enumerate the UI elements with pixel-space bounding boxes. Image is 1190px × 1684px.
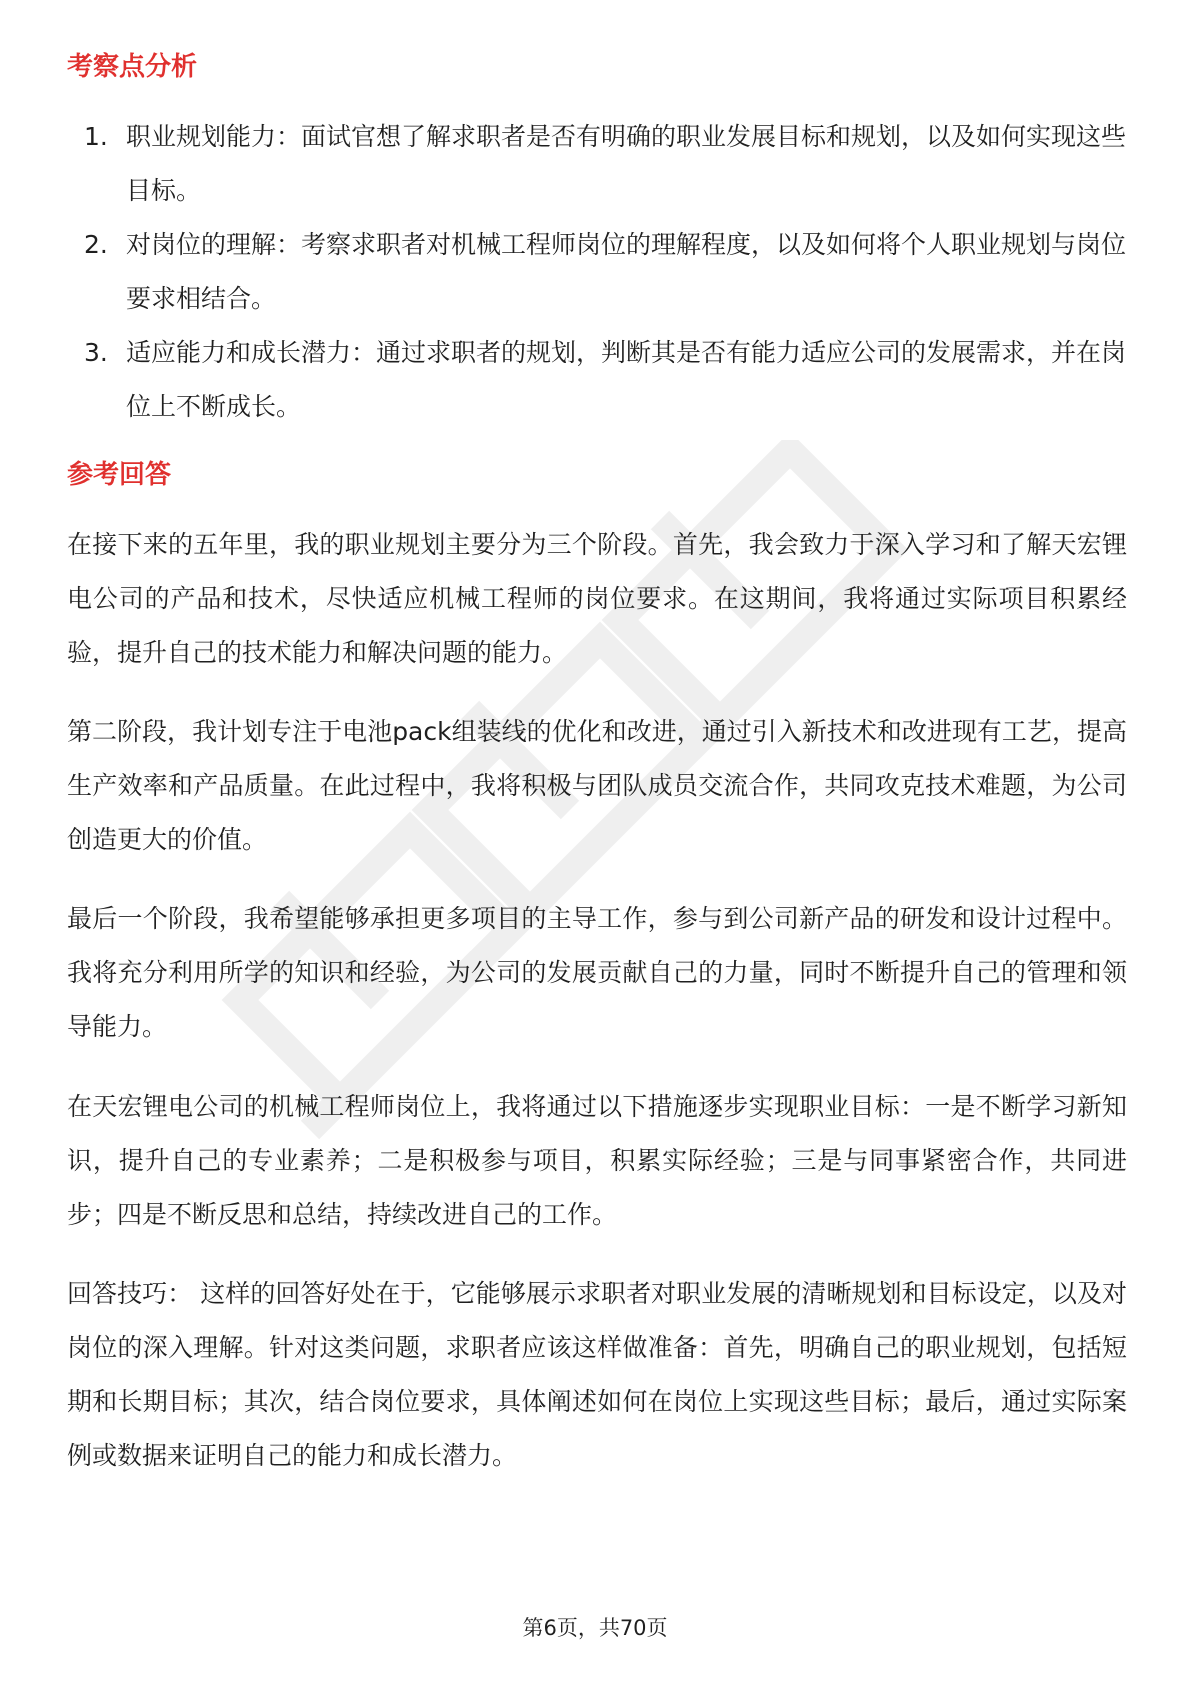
answer-paragraph-1: 在接下来的五年里，我的职业规划主要分为三个阶段。首先，我会致力于深入学习和了解天宏锂电公司的产品和技术，尽快适应机械工程师的岗位要求。在这期间，我将通过实际项目积累经验，提升自己的技术能力和解决问题的能力。	[67, 530, 1127, 667]
section-title-answer: 参考回答	[67, 460, 172, 490]
answer-paragraph-2: 第二阶段，我计划专注于电池pack组装线的优化和改进，通过引入新技术和改进现有工艺，提高生产效率和产品质量。在此过程中，我将积极与团队成员交流合作，共同攻克技术难题，为公司创造更大的价值。	[67, 717, 1127, 854]
list-item-text: 对岗位的理解：考察求职者对机械工程师岗位的理解程度，以及如何将个人职业规划与岗位要求相结合。	[126, 230, 1127, 313]
section-title-analysis: 考察点分析	[67, 52, 198, 82]
list-item-text: 职业规划能力：面试官想了解求职者是否有明确的职业发展目标和规划，以及如何实现这些目标。	[126, 122, 1127, 205]
answer-paragraph-4: 在天宏锂电公司的机械工程师岗位上，我将通过以下措施逐步实现职业目标：一是不断学习新知识，提升自己的专业素养；二是积极参与项目，积累实际经验；三是与同事紧密合作，共同进步；四是不断反思和总结，持续改进自己的工作。	[67, 1092, 1127, 1229]
page-number-footer: 第6页，共70页	[522, 1616, 668, 1640]
list-number: 2.	[84, 230, 108, 259]
analysis-list	[72, 110, 1132, 434]
answer-paragraph-3: 最后一个阶段，我希望能够承担更多项目的主导工作，参与到公司新产品的研发和设计过程中。我将充分利用所学的知识和经验，为公司的发展贡献自己的力量，同时不断提升自己的管理和领导能力。	[67, 904, 1127, 1041]
list-item	[72, 110, 1132, 218]
answer-tips-paragraph: 回答技巧： 这样的回答好处在于，它能够展示求职者对职业发展的清晰规划和目标设定，以及对岗位的深入理解。针对这类问题，求职者应该这样做准备：首先，明确自己的职业规划，包括短期和长期目标；其次，结合岗位要求，具体阐述如何在岗位上实现这些目标；最后，通过实际案例或数据来证明自己的能力和成长潜力。	[67, 1279, 1127, 1470]
list-number: 1.	[84, 122, 108, 151]
list-item	[72, 218, 1132, 326]
list-item	[72, 326, 1132, 434]
list-number: 3.	[84, 338, 108, 367]
list-item-text: 适应能力和成长潜力：通过求职者的规划，判断其是否有能力适应公司的发展需求，并在岗位上不断成长。	[126, 338, 1127, 421]
